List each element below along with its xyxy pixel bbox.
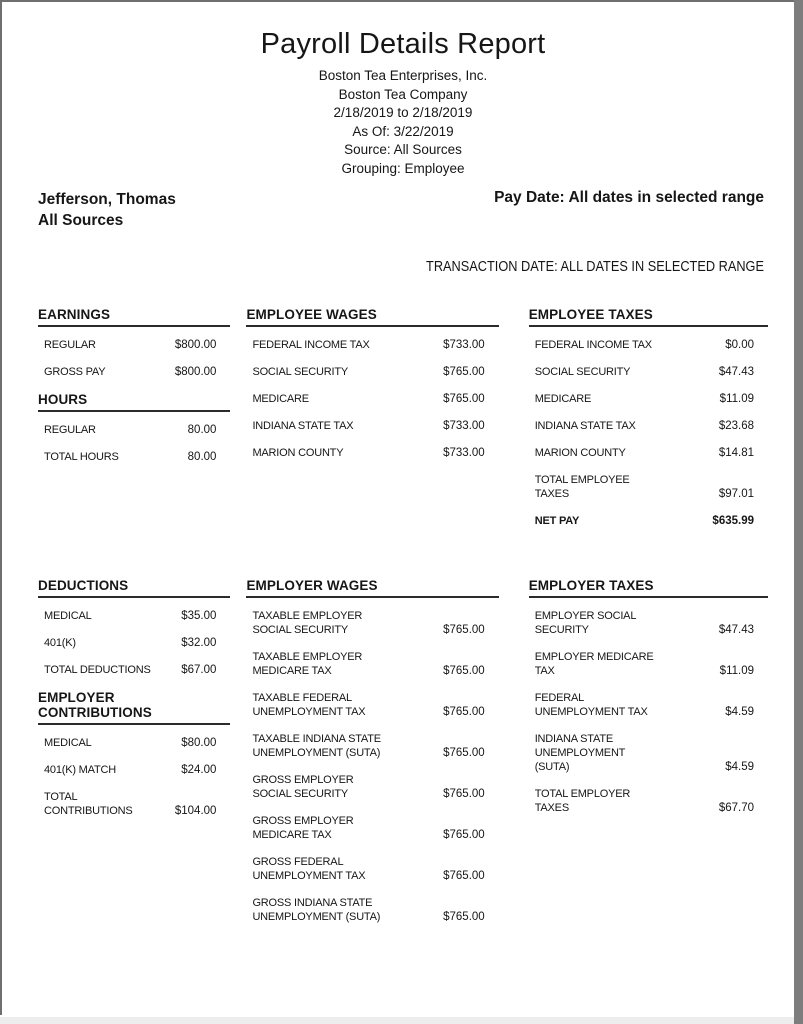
line-item-amount: $0.00 (725, 339, 754, 351)
line-item-amount: $4.59 (725, 761, 754, 773)
line-item-amount: $765.00 (443, 706, 485, 718)
line-item-label: TOTAL DEDUCTIONS (44, 664, 151, 676)
line-item-amount: $35.00 (181, 610, 217, 622)
as-of-line: As Of: 3/22/2019 (352, 123, 454, 139)
line-item-row (246, 609, 498, 637)
line-item-label: GROSS PAY (44, 366, 106, 378)
line-item-amount: $765.00 (443, 393, 485, 405)
line-item-row (38, 365, 230, 379)
section-title: DEDUCTIONS (38, 578, 230, 598)
line-item-row (529, 419, 768, 433)
line-item-label: GROSS INDIANA STATE UNEMPLOYMENT (SUTA) (252, 897, 381, 923)
page-left-border (0, 0, 2, 1015)
line-item-amount: $733.00 (443, 420, 485, 432)
line-item-amount: $800.00 (174, 366, 217, 378)
line-item-amount: $97.01 (718, 488, 754, 500)
line-item-label: TOTAL HOURS (44, 451, 119, 463)
section-title: EMPLOYER CONTRIBUTIONS (38, 690, 230, 725)
report-subtitles (38, 67, 768, 178)
line-item-label: MARION COUNTY (534, 447, 626, 459)
line-item-label: INDIANA STATE TAX (252, 420, 354, 432)
line-item-amount: $4.59 (725, 706, 754, 718)
line-item-row (246, 419, 498, 433)
line-item-label: MARION COUNTY (252, 447, 344, 459)
line-item-amount: 80.00 (187, 424, 217, 436)
line-item-label: INDIANA STATE UNEMPLOYMENT (SUTA) (534, 733, 626, 773)
line-item-amount: $765.00 (443, 624, 485, 636)
line-item-row (529, 338, 768, 352)
line-item-label: FEDERAL UNEMPLOYMENT TAX (534, 692, 648, 718)
report-page (2, 2, 794, 1015)
line-item-label: SOCIAL SECURITY (534, 366, 631, 378)
line-item-amount: $11.09 (719, 665, 754, 677)
line-item-amount: $67.70 (718, 802, 754, 814)
source-line: Source: All Sources (344, 142, 462, 157)
line-item-label: NET PAY (534, 515, 580, 527)
line-item-amount: $635.99 (712, 515, 754, 527)
transaction-date-label: TRANSACTION DATE: ALL DATES IN SELECTED RANGE (426, 259, 764, 275)
page-top-border (0, 0, 795, 2)
employee-wages-column (246, 307, 498, 473)
grouping-line: Grouping: Employee (341, 160, 465, 176)
line-item-row (529, 392, 768, 406)
line-item-label: MEDICAL (44, 610, 92, 622)
deductions-column (38, 578, 230, 831)
pay-date-label: Pay Date: All dates in selected range (494, 189, 764, 206)
section-title: HOURS (38, 392, 230, 412)
line-item-row (529, 691, 768, 719)
line-item-row (38, 763, 230, 777)
line-item-amount: $47.43 (718, 366, 754, 378)
line-item-row (38, 338, 230, 352)
line-item-row (529, 650, 768, 678)
line-item-row (529, 473, 768, 501)
line-item-row (38, 609, 230, 623)
section-title: EARNINGS (38, 307, 230, 327)
line-item-amount: $765.00 (443, 747, 485, 759)
section-title: EMPLOYEE WAGES (246, 307, 498, 327)
line-item-label: SOCIAL SECURITY (252, 366, 349, 378)
section-title: EMPLOYER TAXES (529, 578, 768, 598)
line-item-row (529, 446, 768, 460)
employee-taxes-section (529, 307, 768, 528)
line-item-amount: $765.00 (443, 366, 485, 378)
line-item-amount: $800.00 (174, 339, 217, 351)
line-item-label: 401(K) MATCH (44, 764, 116, 776)
line-item-label: MEDICAL (44, 737, 92, 749)
employee-source: All Sources (38, 212, 124, 229)
section-title: EMPLOYER WAGES (246, 578, 498, 598)
line-item-label: TAXABLE FEDERAL UNEMPLOYMENT TAX (252, 692, 366, 718)
line-item-row (529, 514, 768, 528)
earnings-hours-column (38, 307, 230, 477)
line-item-amount: $24.00 (181, 764, 217, 776)
page-bottom-border (0, 1017, 794, 1024)
line-item-row (246, 814, 498, 842)
employee-block (38, 189, 176, 231)
employer-wages-section (246, 578, 498, 924)
company-name-line: Boston Tea Enterprises, Inc. (318, 68, 488, 83)
line-item-amount: $765.00 (443, 788, 485, 800)
line-item-amount: $11.09 (719, 393, 754, 405)
line-item-amount: $14.81 (718, 447, 754, 459)
line-item-amount: $765.00 (443, 829, 485, 841)
line-item-row (529, 609, 768, 637)
line-item-row (38, 423, 230, 437)
line-item-amount: $765.00 (443, 665, 485, 677)
line-item-label: GROSS EMPLOYER MEDICARE TAX (252, 815, 354, 841)
line-item-row (38, 663, 230, 677)
employer-sections-band (38, 578, 768, 937)
line-item-label: FEDERAL INCOME TAX (252, 339, 370, 351)
line-item-amount: $23.68 (718, 420, 754, 432)
line-item-amount: $104.00 (174, 805, 217, 817)
scrollbar-track[interactable] (794, 0, 803, 1024)
employer-wages-column (246, 578, 498, 937)
hours-section (38, 392, 230, 464)
line-item-label: EMPLOYER MEDICARE TAX (534, 651, 654, 677)
line-item-label: TOTAL CONTRIBUTIONS (44, 791, 133, 817)
line-item-row (246, 338, 498, 352)
line-item-label: GROSS EMPLOYER SOCIAL SECURITY (252, 774, 354, 800)
line-item-label: REGULAR (44, 424, 96, 436)
line-item-label: TAXABLE EMPLOYER MEDICARE TAX (252, 651, 363, 677)
line-item-row (246, 855, 498, 883)
line-item-row (38, 736, 230, 750)
employer-taxes-column (529, 578, 768, 828)
line-item-row (38, 790, 230, 818)
line-item-label: REGULAR (44, 339, 96, 351)
line-item-label: EMPLOYER SOCIAL SECURITY (534, 610, 637, 636)
line-item-label: 401(K) (44, 637, 76, 649)
report-title: Payroll Details Report (260, 28, 546, 60)
line-item-row (529, 732, 768, 774)
employee-info-row (38, 189, 764, 231)
line-item-label: INDIANA STATE TAX (534, 420, 636, 432)
employee-name: Jefferson, Thomas (38, 191, 176, 208)
earnings-section (38, 307, 230, 379)
line-item-row (246, 365, 498, 379)
line-item-amount: $765.00 (443, 870, 485, 882)
deductions-section (38, 578, 230, 677)
line-item-label: TOTAL EMPLOYEE TAXES (534, 474, 630, 500)
line-item-row (246, 650, 498, 678)
employer-taxes-section (529, 578, 768, 815)
section-title: EMPLOYEE TAXES (529, 307, 768, 327)
line-item-row (246, 392, 498, 406)
line-item-row (38, 636, 230, 650)
line-item-row (38, 450, 230, 464)
line-item-row (246, 732, 498, 760)
line-item-label: GROSS FEDERAL UNEMPLOYMENT TAX (252, 856, 366, 882)
line-item-amount: $733.00 (443, 339, 485, 351)
line-item-row (246, 446, 498, 460)
employer-contributions-section (38, 690, 230, 818)
employee-sections-band (38, 307, 768, 541)
line-item-label: TAXABLE EMPLOYER SOCIAL SECURITY (252, 610, 363, 636)
line-item-label: TOTAL EMPLOYER TAXES (534, 788, 631, 814)
employee-taxes-column (529, 307, 768, 541)
employee-wages-section (246, 307, 498, 460)
line-item-amount: $67.00 (181, 664, 217, 676)
line-item-row (246, 896, 498, 924)
line-item-amount: $765.00 (443, 911, 485, 923)
line-item-label: MEDICARE (252, 393, 309, 405)
line-item-amount: $80.00 (181, 737, 217, 749)
line-item-row (246, 773, 498, 801)
line-item-amount: $32.00 (181, 637, 217, 649)
line-item-row (529, 787, 768, 815)
line-item-amount: $733.00 (443, 447, 485, 459)
line-item-row (246, 691, 498, 719)
date-range-line: 2/18/2019 to 2/18/2019 (333, 105, 473, 120)
line-item-row (529, 365, 768, 379)
company-line: Boston Tea Company (338, 86, 468, 102)
line-item-label: MEDICARE (534, 393, 592, 405)
line-item-label: TAXABLE INDIANA STATE UNEMPLOYMENT (SUTA) (252, 733, 381, 759)
line-item-label: FEDERAL INCOME TAX (534, 339, 652, 351)
line-item-amount: $47.43 (718, 624, 754, 636)
line-item-amount: 80.00 (187, 451, 217, 463)
